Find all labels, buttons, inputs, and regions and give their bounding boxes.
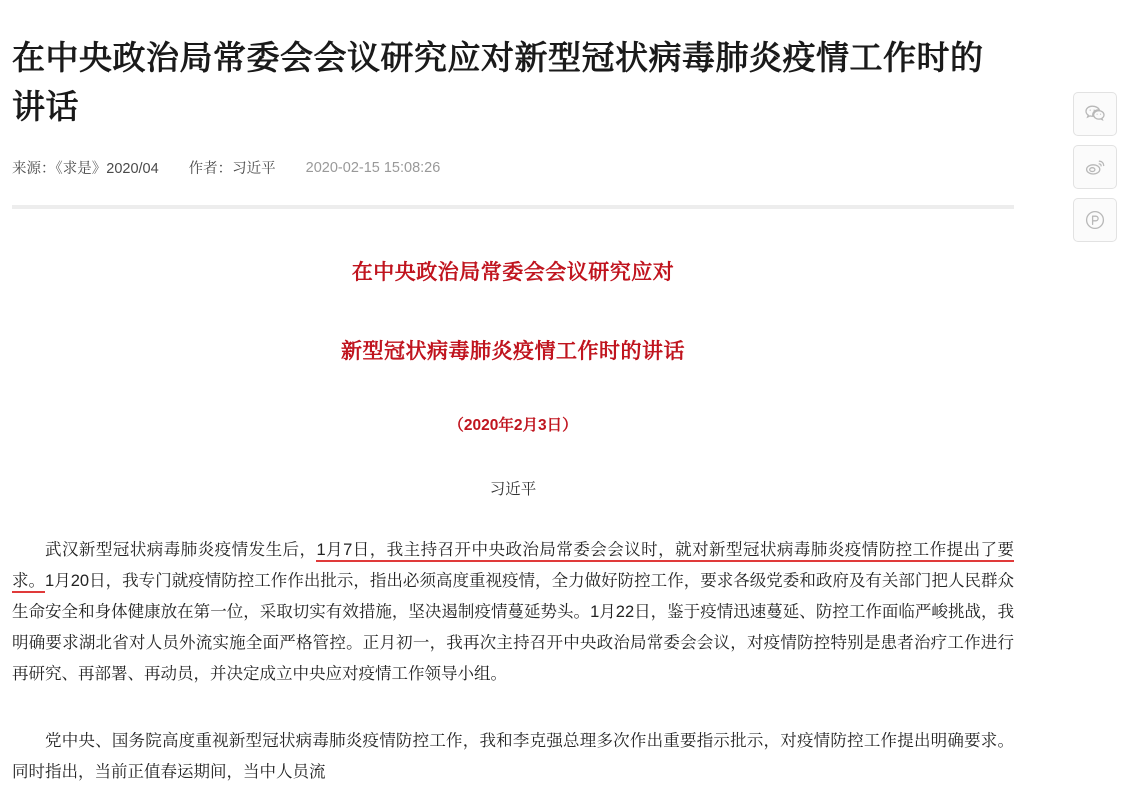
weibo-share-button[interactable] (1073, 145, 1117, 189)
article-container (12, 0, 1014, 805)
paragraph-1-post: 1月20日，我专门就疫情防控工作作出批示，指出必须高度重视疫情，全力做好防控工作，要求各级党委和政府及有关部门把人民群众生命安全和身体健康放在第一位，采取切实有效措施，坚决遏制疫情蔓延势头。1月22日，鉴于疫情迅速蔓延、防控工作面临严峻挑战，我明确要求湖北省对人员外流实施全面严格管控。正月初一，我再次主持召开中央政治局常委会会议，对疫情防控特别是患者治疗工作进行再研究、再部署、再动员，并决定成立中央应对疫情工作领导小组。 (12, 572, 1015, 683)
article-author: 作者：习近平 (188, 161, 276, 177)
qzone-share-button[interactable] (1073, 198, 1117, 242)
paragraph-1-highlight: 1月7日，我主持召开中央政治局常委会会议时，就对新型冠状病毒肺炎疫情防控工作提出了要求。 (12, 541, 1014, 593)
document-date: （2020年2月3日） (448, 417, 578, 434)
paragraph-2-text: 党中央、国务院高度重视新型冠状病毒肺炎疫情防控工作，我和李克强总理多次作出重要指示批示，对疫情防控工作提出明确要求。同时指出，当前正值春运期间，当中人员流 (12, 732, 1014, 781)
article-timestamp: 2020-02-15 15:08:26 (305, 159, 441, 176)
article-source: 来源：《求是》2020/04 (12, 161, 159, 177)
wechat-share-button[interactable] (1073, 92, 1117, 136)
article-paragraph-1 (12, 535, 1014, 690)
document-title-line-1: 在中央政治局常委会会议研究应对 (351, 261, 675, 284)
header-divider (12, 205, 1014, 209)
share-toolbar (1073, 92, 1115, 242)
document-author: 习近平 (489, 481, 537, 498)
page-title: 在中央政治局常委会会议研究应对新型冠状病毒肺炎疫情工作时的讲话 (12, 39, 984, 125)
wechat-icon (1083, 102, 1107, 126)
article-meta (12, 157, 1014, 178)
article-paragraph-2 (12, 726, 1014, 788)
document-title-line-2: 新型冠状病毒肺炎疫情工作时的讲话 (341, 340, 685, 363)
qzone-icon (1083, 208, 1107, 232)
weibo-icon (1083, 155, 1107, 179)
paragraph-1-pre: 武汉新型冠状病毒肺炎疫情发生后， (45, 541, 317, 559)
